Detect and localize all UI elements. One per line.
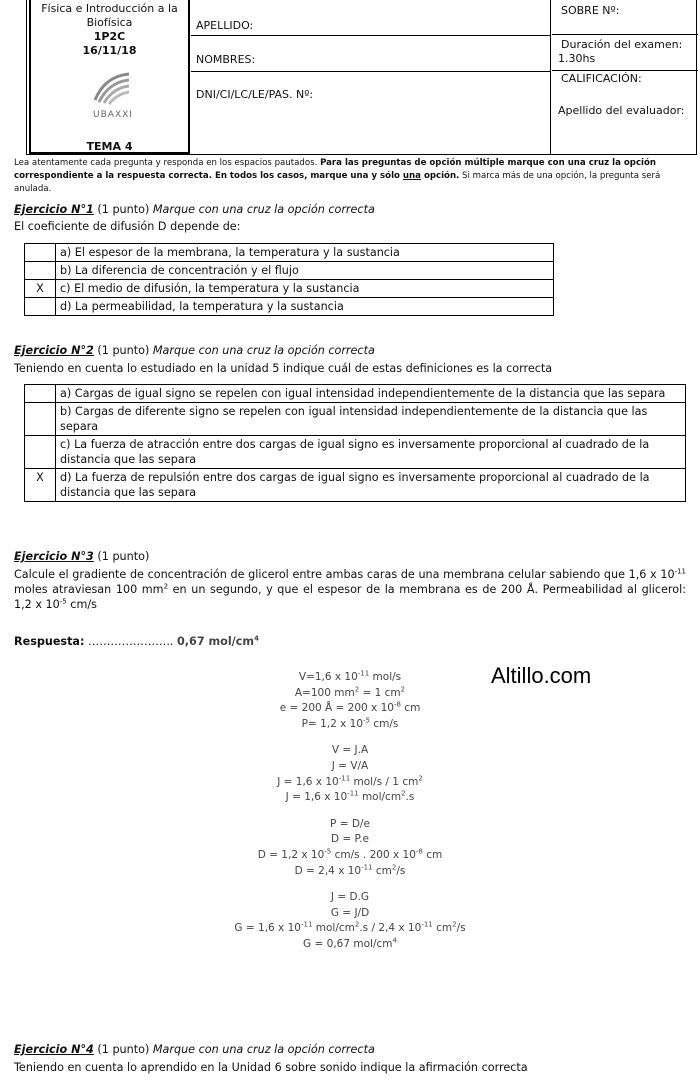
logo-text: UBAXXI (93, 110, 133, 120)
calc-line: G = 1,6 x $10^{-11}$ mol/$cm^2.s / 2,4$ x $10^{-11}$ $cm^2/s$ (234, 920, 466, 935)
divider (552, 70, 698, 71)
ubaxxi-logo-icon (91, 70, 133, 106)
exam-info-cell (29, 0, 190, 154)
option-checkbox[interactable] (25, 244, 56, 262)
ex4-title (14, 1043, 375, 1056)
duracion-label: Duración del examen: (561, 38, 683, 51)
calc-diffusion (150, 817, 550, 879)
divider (552, 34, 698, 35)
calc-line: J = 1,6 x $10^{-11}$ mol/$cm^2.s$ (285, 789, 415, 804)
table-row (25, 385, 686, 403)
dni-field[interactable]: DNI/CI/LC/LE/PAS. Nº: (196, 88, 314, 101)
ex1-question: El coeficiente de difusión D depende de: (14, 220, 241, 233)
answer-dots: ………………….. (84, 635, 177, 648)
ex2-instruction: Marque con una cruz la opción correcta (152, 344, 375, 357)
table-row (25, 469, 686, 502)
instructions-part: opción. (420, 171, 460, 181)
calc-line: G = 0,67 mol/$cm^4$ (303, 936, 397, 950)
answer-label: Respuesta: (14, 635, 85, 648)
ex3-statement (14, 567, 686, 612)
calculation-block (150, 670, 550, 964)
instructions-part: Si marca más de una opción, la pregunta será anulada. (14, 171, 661, 194)
subject-line-1: Física e Introducción a la (41, 2, 178, 15)
duracion-value: 1.30hs (558, 52, 596, 65)
divider (191, 71, 550, 72)
option-checkbox[interactable] (25, 385, 56, 403)
ex4-label: Ejercicio N°4 (14, 1043, 94, 1056)
ex3-points: (1 punto) (93, 550, 150, 563)
calc-line: e = 200 Å = 200 x $10^{-8}$ cm (279, 700, 421, 715)
option-checkbox[interactable] (25, 298, 56, 316)
table-row (25, 436, 686, 469)
calc-flux (150, 743, 550, 805)
ex2-points: (1 punto) (93, 344, 153, 357)
ex1-instruction: Marque con una cruz la opción correcta (152, 203, 375, 216)
table-row (25, 280, 554, 298)
statement-part: Calcule el gradiente de concentración de glicerol entre ambas caras de una membrana celular sabiendo que 1,6 x 10 (14, 568, 675, 581)
answer-value: 0,67 mol/cm (177, 635, 255, 648)
exponent: -11 (674, 567, 686, 576)
ex2-options-table (24, 384, 686, 502)
option-text: d) La permeabilidad, la temperatura y la sustancia (56, 298, 554, 316)
calc-line: J = 1,6 x $10^{-11}$ mol/s / 1 $cm^2$ (277, 774, 423, 788)
student-fields-cell (191, 0, 551, 155)
instructions-part: una (402, 171, 421, 181)
calc-line: P= 1,2 x $10^{-5}$ cm/s (301, 716, 399, 730)
option-text: c) El medio de difusión, la temperatura y la sustancia (56, 280, 554, 298)
ex4-points: (1 punto) (93, 1043, 153, 1056)
calc-line: P = D/e (330, 817, 370, 830)
option-checkbox[interactable] (25, 262, 56, 280)
option-text: d) La fuerza de repulsión entre dos cargas de igual signo es inversamente proporcional al cuadrado de la distancia que las separa (56, 469, 686, 502)
exponent: -5 (59, 597, 67, 606)
statement-part: en un segundo, y que el espesor de la membrana es de 200 Å. Permeabilidad al glicerol: 1,2 x 10 (14, 583, 687, 611)
sobre-field[interactable]: SOBRE Nº: (561, 4, 620, 17)
ex1-title (14, 203, 375, 216)
exam-date: 16/11/18 (82, 44, 137, 57)
table-row (25, 403, 686, 436)
table-row (25, 262, 554, 280)
option-text: a) Cargas de igual signo se repelen con igual intensidad independientemente de la distancia que las separa (56, 385, 686, 403)
instructions-part: Para las preguntas de opción múltiple marque con una cruz la opción correspondiente a la respuesta correcta. En todos los casos, marque una y sólo (14, 158, 657, 181)
option-text: a) El espesor de la membrana, la temperatura y la sustancia (56, 244, 554, 262)
calc-gradient (150, 890, 550, 952)
ex4-question: Teniendo en cuenta lo aprendido en la Unidad 6 sobre sonido indique la afirmación correcta (14, 1061, 528, 1074)
divider (191, 35, 550, 36)
table-row (25, 298, 554, 316)
watermark: Altillo.com (491, 663, 592, 688)
calc-line: D = 2,4 x $10^{-11}$ $cm^2/s$ (294, 863, 406, 877)
calc-line: V=1,6 x $10^{-11}$ mol/s (298, 669, 402, 683)
statement-part: moles atraviesan 100 mm (14, 583, 164, 596)
calificacion-field[interactable]: CALIFICACIÓN: (561, 72, 642, 85)
calc-line: J = V/A (331, 759, 369, 772)
apellido-field[interactable]: APELLIDO: (196, 19, 254, 32)
evaluador-field[interactable]: Apellido del evaluador: (558, 104, 685, 117)
option-text: b) Cargas de diferente signo se repelen con igual intensidad independientemente de la distancia que las separa (56, 403, 686, 436)
instructions (14, 157, 689, 196)
tema-label: TEMA 4 (86, 140, 133, 153)
exam-header (26, 0, 697, 155)
exponent: 2 (163, 582, 169, 591)
option-text: b) La diferencia de concentración y el flujo (56, 262, 554, 280)
option-checkbox[interactable]: X (25, 469, 56, 502)
nombres-field[interactable]: NOMBRES: (196, 53, 256, 66)
ex2-title (14, 344, 375, 357)
ex1-points: (1 punto) (93, 203, 153, 216)
ex3-label: Ejercicio N°3 (14, 550, 94, 563)
ex3-title (14, 550, 149, 563)
table-row (25, 244, 554, 262)
calc-line: D = 1,2 x $10^{-5}$ cm/s . 200 x $10^{-8}$ cm (257, 847, 443, 861)
calc-line: J = D.G (330, 891, 370, 904)
subject-line-2: Biofísica (86, 16, 133, 29)
statement-part: cm/s (66, 598, 97, 611)
course-code: 1P2C (93, 30, 126, 43)
ex2-label: Ejercicio N°2 (14, 344, 94, 357)
ex4-instruction: Marque con una cruz la opción correcta (152, 1043, 375, 1056)
option-checkbox[interactable] (25, 436, 56, 469)
ex1-options-table (24, 243, 554, 316)
calc-line: G = J/D (330, 906, 370, 919)
calc-given-values (150, 670, 550, 732)
ex1-label: Ejercicio N°1 (14, 203, 94, 216)
ex2-question: Teniendo en cuenta lo estudiado en la unidad 5 indique cuál de estas definiciones es la correcta (14, 362, 553, 375)
option-text: c) La fuerza de atracción entre dos cargas de igual signo es inversamente proporcional al cuadrado de la distancia que las separa (56, 436, 686, 469)
option-checkbox[interactable] (25, 403, 56, 436)
grading-cell (552, 0, 698, 155)
calc-line: D = P.e (330, 833, 370, 846)
instructions-part: Lea atentamente cada pregunta y responda en los espacios pautados. (14, 158, 321, 168)
calc-line: V = J.A (331, 744, 369, 757)
option-checkbox[interactable]: X (25, 280, 56, 298)
answer-exponent: 4 (254, 634, 259, 643)
ex3-answer (14, 634, 259, 649)
calc-line: A=100 $mm^2 = 1$ $cm^2$ (294, 685, 406, 699)
